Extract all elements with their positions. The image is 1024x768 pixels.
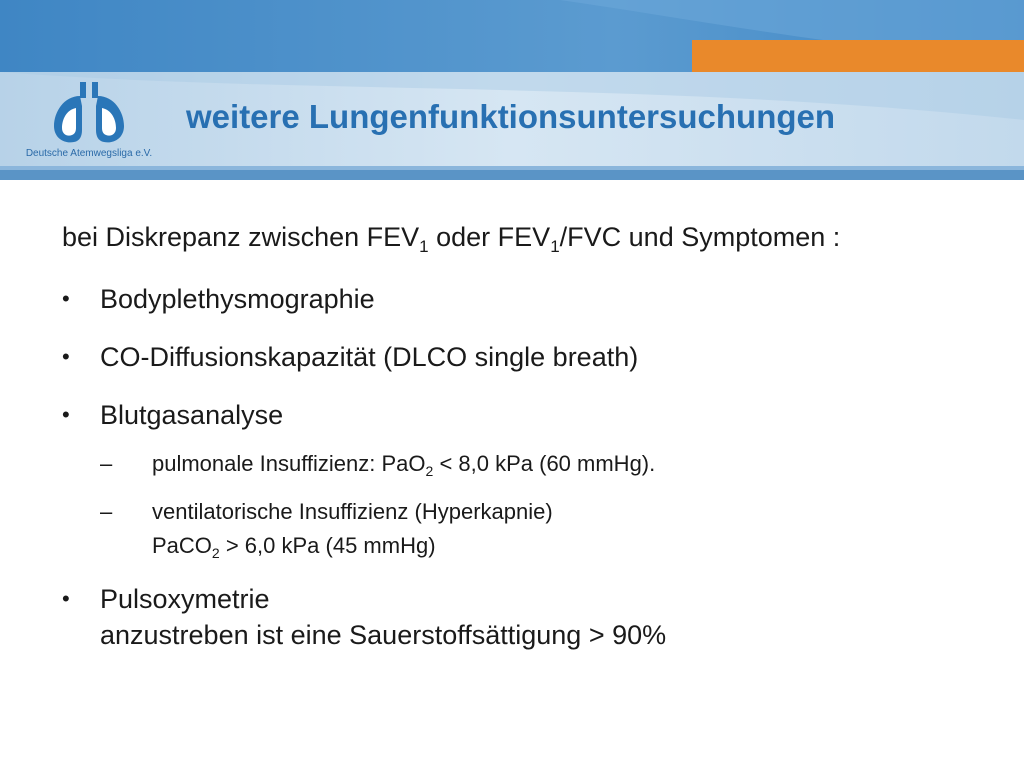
logo-caption: Deutsche Atemwegsliga e.V. (25, 148, 153, 159)
bullet-item-text: Pulsoxymetrie (100, 584, 270, 614)
subitem-text-part1: PaCO (152, 533, 212, 558)
bullet-item-blutgasanalyse (62, 397, 1002, 433)
bullet-item-text-line2: anzustreben ist eine Sauerstoffsättigung > 90% (100, 620, 667, 650)
header-orange-accent (692, 40, 1024, 72)
bullet-icon: • (62, 586, 70, 611)
subitem-line-1: ventilatorische Insuffizienz (Hyperkapnie) (152, 499, 553, 524)
intro-text-part1: bei Diskrepanz zwischen FEV (62, 222, 420, 252)
bullet-item-co-diffusion (62, 339, 1002, 375)
intro-subscript-2: 1 (550, 237, 560, 256)
dash-icon: – (100, 451, 113, 476)
subitem-subscript: 2 (211, 545, 220, 561)
subitem-ventilatorische-insuffizienz (62, 495, 1002, 563)
bullet-item-bodyplethysmographie (62, 281, 1002, 317)
lung-logo-icon (14, 78, 164, 148)
subitem-text-part2: > 6,0 kPa (45 mmHg) (219, 533, 436, 558)
subitem-line-2 (152, 529, 1002, 563)
bullet-icon: • (62, 286, 70, 311)
bullet-item-pulsoxymetrie (62, 581, 1002, 653)
bullet-item-text: Blutgasanalyse (100, 400, 284, 430)
intro-text-part2: oder FEV (428, 222, 551, 252)
bullet-item-text: CO-Diffusionskapazität (DLCO single breath) (100, 342, 639, 372)
intro-line (62, 215, 1002, 259)
bullet-item-text: Bodyplethysmographie (100, 284, 375, 314)
subitem-text-part2: < 8,0 kPa (60 mmHg). (433, 451, 656, 476)
intro-subscript-1: 1 (419, 237, 429, 256)
subitem-subscript: 2 (425, 463, 434, 479)
logo (14, 78, 164, 164)
bullet-icon: • (62, 344, 70, 369)
slide-title: weitere Lungenfunktionsuntersuchungen (186, 98, 836, 135)
subitem-pulmonale-insuffizienz (62, 447, 1002, 481)
subitem-text-part1: pulmonale Insuffizienz: PaO (152, 451, 426, 476)
slide-content (62, 215, 1002, 653)
intro-text-part3: /FVC und Symptomen : (559, 222, 841, 252)
bullet-icon: • (62, 402, 70, 427)
dash-icon: – (100, 499, 113, 524)
